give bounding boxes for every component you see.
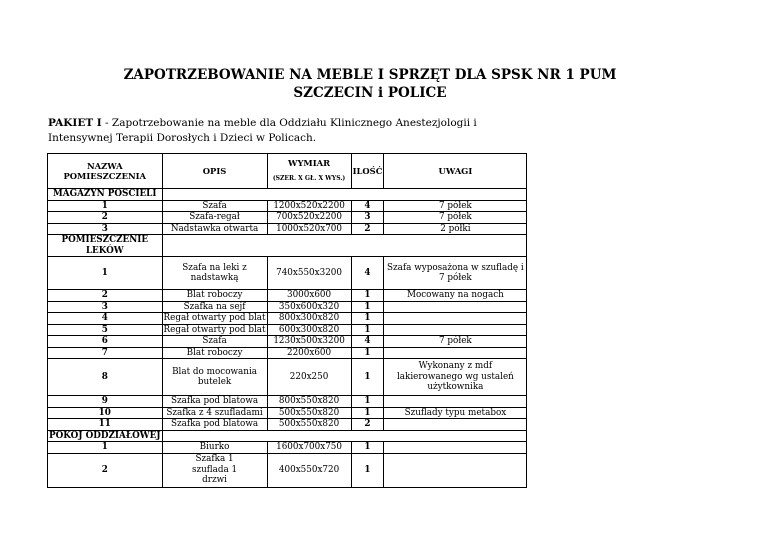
table-row: 3 Nadstawka otwarta 1000x520x700 2 2 półki [48,223,527,235]
header-description: OPIS [162,154,267,189]
table-row: 2 Szafa-regał 700x520x2200 3 7 półek [48,212,527,224]
furniture-table [47,153,527,488]
header-notes: UWAGI [384,154,527,189]
title-line-2: SZCZECIN i POLICE [293,85,447,101]
table-row: 10 Szafka z 4 szufladami 500x550x820 1 Szuflady typu metabox [48,407,527,419]
table-row: 5 Regał otwarty pod blat 600x300x820 1 [48,324,527,336]
package-label: PAKIET I [48,117,102,129]
package-description [48,116,508,146]
section-name: MAGAZYN POŚCIELI [48,189,163,201]
section-name: POKÓJ ODDZIAŁOWEJ [49,430,161,441]
header-dimensions-sub: (SZER. X GŁ. X WYS.) [272,175,346,182]
section-name: POMIESZCZENIE LEKÓW [48,235,163,257]
table-row: 3 Szafka na sejf 350x600x320 1 [48,301,527,313]
table-row: 4 Regał otwarty pod blat 800x300x820 1 [48,313,527,325]
table-row: 9 Szafka pod blatowa 800x550x820 1 [48,396,527,408]
table-row: 1 Szafa 1200x520x2200 4 7 półek [48,200,527,212]
table-row: 1 Biurko 1600x700x750 1 [48,442,527,454]
table-row: 7 Blat roboczy 2200x600 1 [48,347,527,359]
document-title [40,66,700,102]
package-text: - Zapotrzebowanie na meble dla Oddziału Klinicznego Anestezjologii i Intensywnej Terapii Dorosłych i Dzieci w Policach. [48,117,477,144]
table-row: 1 Szafa na leki z nadstawką 740x550x3200 4 Szafa wyposażona w szufladę i 7 półek [48,257,527,290]
table-row: 2 Blat roboczy 3000x600 1 Mocowany na nogach [48,290,527,302]
table-row: 2 Szafka 1 szuflada 1 drzwi 400x550x720 1 [48,453,527,487]
header-room-name: NAZWA POMIESZCZENIA [48,154,163,189]
header-quantity: ILOŚĆ [351,154,384,189]
title-line-1: ZAPOTRZEBOWANIE NA MEBLE I SPRZĘT DLA SPSK NR 1 PUM [123,67,617,83]
header-dimensions-label: WYMIAR [288,157,331,168]
table-row: 6 Szafa 1230x500x3200 4 7 półek [48,336,527,348]
table-row: 8 Blat do mocowania butelek 220x250 1 Wykonany z mdf lakierowanego wg ustaleń użytkownika [48,359,527,396]
table-row: 11 Szafka pod blatowa 500x550x820 2 [48,419,527,431]
header-dimensions [267,154,351,189]
